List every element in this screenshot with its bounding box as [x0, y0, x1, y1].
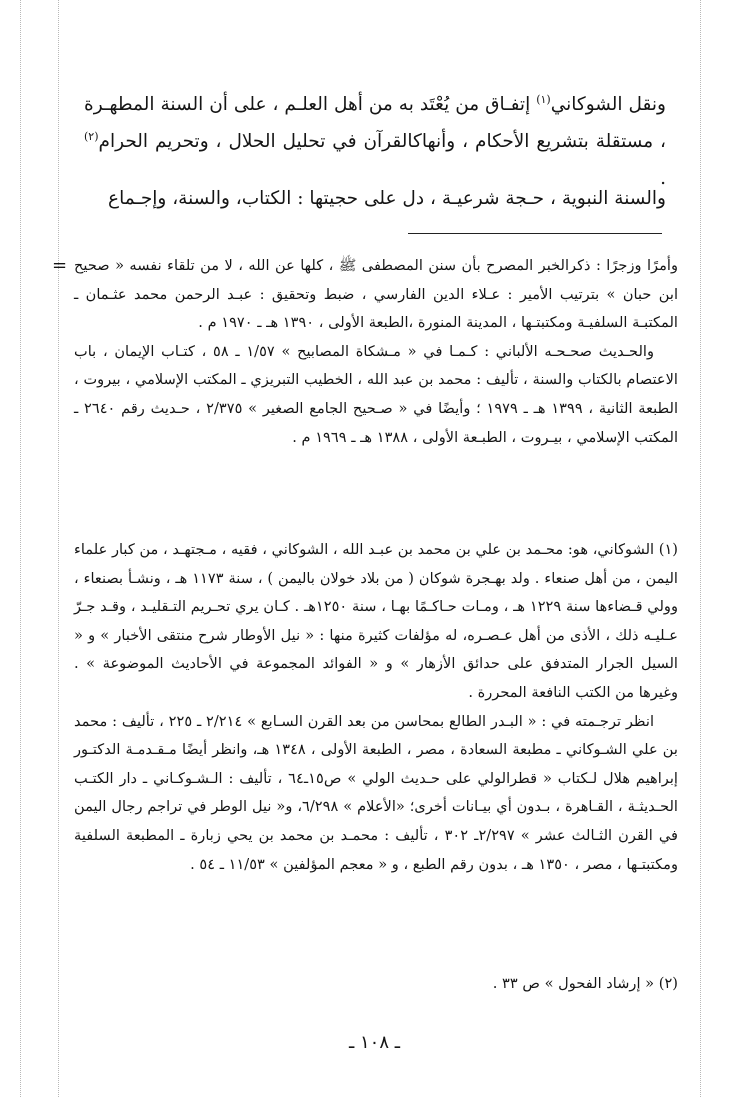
scan-margin-line	[700, 0, 701, 1097]
main-text: إتفـاق من يُعْتَد به من أهل العلـم ، على أن السنة المطهـرة ، مستقلة بتشريع الأحكام ، وأنهاكالقرآن في تحليل الحلال ، وتحريم الحرام	[84, 94, 666, 152]
footnote-paragraph: وأمرًا وزجرًا : ذكرالخبر المصرح بأن سنن المصطفى ﷺ ، كلها عن الله ، لا من تلقاء نفسه « صحيح ابن حبان » بترتيب الأمير : عـلاء الدين الفارسي ، ضبط وتحقيق : عبـد الرحمن محمد عثـمان ـ المكتبـة السلفيـة ومكتبتـها ، المدينة المنورة ،الطبعة الأولى ، ١٣٩٠ هـ ـ ١٩٧٠ م .	[74, 257, 678, 332]
main-paragraph-2	[84, 180, 666, 217]
footnote-number: (١)	[658, 541, 678, 558]
footnote-2	[74, 970, 678, 999]
footnote-1	[74, 536, 678, 879]
scan-margin-line	[20, 0, 21, 1097]
main-text: والسنة النبوية ، حـجة شرعيـة ، دل على حجيتها : الكتاب، والسنة، وإجـماع	[108, 188, 666, 209]
footnote-ref-1: (١)	[536, 92, 551, 106]
footnote-text: الشوكاني، هو: محـمد بن علي بن محمد بن عبـد الله ، الشوكاني ، فقيه ، مـجتهـد ، من كبار علماء اليمن ، من أهل صنعاء . ولد بهـجرة شوكان ( من بلاد خولان باليمن ) ، سنة ١١٧٣ هـ ، ونشـأ بصنعاء ، وولي قـضاءها سنة ١٢٢٩ هـ ، ومـات حـاكـمًا بهـا ، سنة ١٢٥٠هـ . كـان يري تحـريم التـقليـد ، وقـد جـرّ عـليـه ذلك ، الأذى من أهل عـصـره، له مؤلفات كثيرة منها : « نيل الأوطار شرح منتقى الأخبار » و « السيل الجرار المتدفق على حدائق الأزهار » و « الفوائد المجموعة في الأحاديث الموضوعة » . وغيرها من الكتب النافعة المحررة .	[74, 541, 679, 701]
footnote-paragraph: والحـديث صحـحـه الألباني : كـمـا في « مـشكاة المصابيح » ١/٥٧ ـ ٥٨ ، كتـاب الإيمان ، باب الاعتصام بالكتاب والسنة ، تأليف : محمد بن عبد الله ، الخطيب التبريزي ـ المكتب الإسلامي ، بيروت ، الطبعة الثانية ، ١٣٩٩ هـ ـ ١٩٧٩ ؛ وأيضًا في « صـحيح الجامع الصغير » ٢/٣٧٥ ، حـديث رقم ٢٦٤٠ ـ المكتب الإسلامي ، بيـروت ، الطبـعة الأولى ، ١٣٨٨ هـ ـ ١٩٦٩ م .	[74, 342, 678, 446]
scan-margin-line	[58, 0, 59, 1097]
footnote-number: (٢)	[658, 975, 678, 992]
main-text: .	[660, 168, 666, 189]
continuation-mark: =	[52, 255, 68, 276]
footnote-ref-2: (٢)	[84, 129, 99, 143]
main-text: ونقل الشوكاني	[550, 94, 666, 115]
footnote-separator	[408, 233, 662, 234]
footnote-continuation	[52, 252, 678, 452]
page-number: ـ ١٠٨ ـ	[348, 1032, 400, 1053]
footnote-paragraph: انظر ترجـمته في : « البـدر الطالع بمحاسن من بعد القرن السـابع » ٢/٢١٤ ـ ٢٢٥ ، تأليف : محمد بن علي الشـوكاني ـ مطبعة السعادة ، مصر ، الطبعة الأولى ، ١٣٤٨ هـ، وانظر أيضًا مـقـدمـة الدكتـور إبراهيم هلال لـكتاب « قطرالولي على حـديث الولي » ص١٥ـ٦٤ ، تأليف : الـشـوكـاني ـ دار الكتـب الحـديثـة ، القـاهرة ، بـدون أي بيـانات أخرى؛ «الأعلام » ٦/٢٩٨، و« نيل الوطر في تراجم رجال اليمن في القرن الثـالث عشر » ٢/٢٩٧ـ ٣٠٢ ، تأليف : محمـد بن محمد بن يحي زبارة ـ المطبعة السلفية ومكتبتـها ، مصر ، ١٣٥٠ هـ ، بدون رقم الطبع ، و « معجم المؤلفين » ١١/٥٣ ـ ٥٤ .	[74, 712, 679, 873]
footnote-text: « إرشاد الفحول » ص ٣٣ .	[492, 975, 655, 992]
